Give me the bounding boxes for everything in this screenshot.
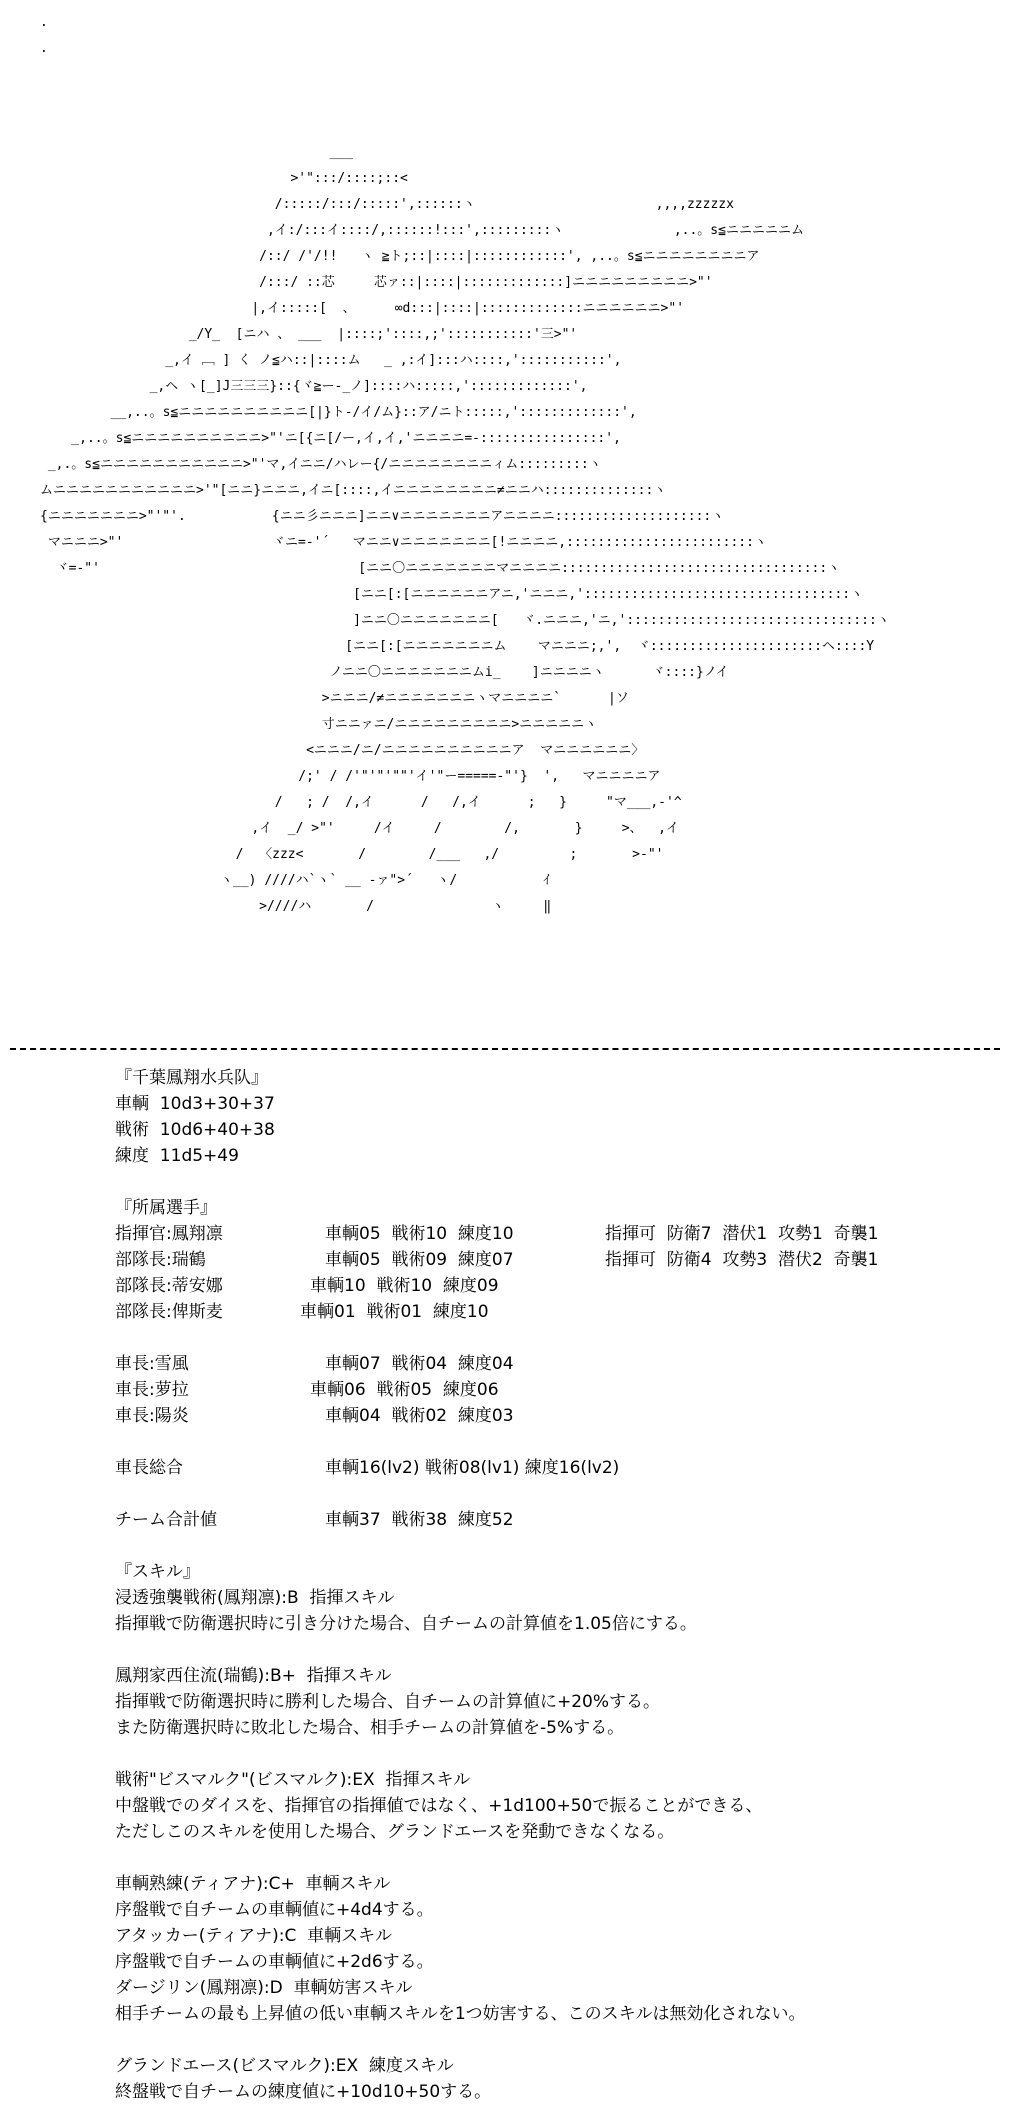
member-stats: 車輌05 戦術10 練度10 — [325, 1224, 514, 1244]
commander-role: 車長:陽炎 — [115, 1406, 189, 1426]
team-stat-training: 練度 11d5+49 — [115, 1146, 239, 1166]
commander-total-label: 車長総合 — [115, 1458, 183, 1478]
commander-total-stats: 車輌16(lv2) 戦術08(lv1) 練度16(lv2) — [325, 1458, 620, 1478]
commander-stats: 車輌04 戦術02 練度03 — [325, 1406, 514, 1426]
member-row — [115, 1299, 995, 1325]
member-extra: 指揮可 防衛4 攻勢3 潜伏2 奇襲1 — [605, 1250, 879, 1270]
member-role: 指揮官:鳳翔凛 — [115, 1224, 223, 1244]
skill-name: 車輌熟練(ティアナ):C+ 車輌スキル — [115, 1874, 391, 1894]
member-role: 部隊長:蒂安娜 — [115, 1276, 223, 1296]
skill-entry — [115, 1923, 995, 1975]
skill-name: ダージリン(鳳翔凛):D 車輌妨害スキル — [115, 1978, 413, 1998]
commander-role: 車長:萝拉 — [115, 1380, 189, 1400]
commanders-list — [115, 1351, 995, 1429]
skill-description: 中盤戦でのダイスを、指揮官の指揮値ではなく、+1d100+50で振ることができる、 — [115, 1796, 763, 1816]
member-role: 部隊長:俾斯麦 — [115, 1302, 223, 1322]
team-stat-tactics: 戦術 10d6+40+38 — [115, 1120, 275, 1140]
team-stat-vehicle: 車輌 10d3+30+37 — [115, 1094, 275, 1114]
skill-entry — [115, 1767, 995, 1845]
team-title: 『千葉鳳翔水兵队』 — [115, 1068, 268, 1088]
skill-description: 序盤戦で自チームの車輌値に+2d6する。 — [115, 1952, 434, 1972]
skill-name: 鳳翔家西住流(瑞鶴):B+ 指揮スキル — [115, 1666, 392, 1686]
team-total-row — [115, 1507, 995, 1533]
team-sheet — [115, 1065, 995, 2105]
skill-description: 相手チームの最も上昇値の低い車輌スキルを1つ妨害する、このスキルは無効化されない。 — [115, 2004, 806, 2024]
dashed-divider — [10, 1048, 1000, 1050]
commander-role: 車長:雪風 — [115, 1354, 189, 1374]
team-total-stats: 車輌37 戦術38 練度52 — [325, 1510, 514, 1530]
team-stats — [115, 1091, 995, 1169]
skill-description: 指揮戦で防衛選択時に引き分けた場合、自チームの計算値を1.05倍にする。 — [115, 1614, 697, 1634]
commander-total-row — [115, 1455, 995, 1481]
skill-description: ただしこのスキルを使用した場合、グランドエースを発動できなくなる。 — [115, 1822, 675, 1842]
skill-name: アタッカー(ティアナ):C 車輌スキル — [115, 1926, 392, 1946]
commander-row — [115, 1403, 995, 1429]
skill-entry — [115, 1975, 995, 2027]
commander-row — [115, 1377, 995, 1403]
skill-name: グランドエース(ビスマルク):EX 練度スキル — [115, 2056, 454, 2076]
member-row — [115, 1273, 995, 1299]
commander-stats: 車輌06 戦術05 練度06 — [310, 1380, 499, 1400]
members-list — [115, 1221, 995, 1325]
member-stats: 車輌01 戦術01 練度10 — [300, 1302, 489, 1322]
member-row — [115, 1221, 995, 1247]
member-stats: 車輌10 戦術10 練度09 — [310, 1276, 499, 1296]
skill-name: 戦術"ビスマルク"(ビスマルク):EX 指揮スキル — [115, 1770, 471, 1790]
ascii-art-illustration: . . ___ >'":::/::::;::< /:::::/:::/:::::',::::::ヽ ,,,,zzzzzx ,イ:/:::イ::::/,::::::!:::',:::::::::ヽ ,..。s≦ニニニニニム /::/ /'/!! ヽ ≧ト;::|::::|::::::::::::', ,..。s≦ニニニニニニニニア /:::/ ::芯 芯ァ::|::::|:::::::::::::]ニニニニニニニニニ>"' |,イ:::::[ 、 ∞d:::|::::|:::::::::::::ニニニニニニ>"' _/Y_ [ニハ 、 ___ |::::;'::::,;':::::::::::'三>"' _,イ ﹇ ] く ノ≦ハ::|::::ム _ ,:イ]:::ハ::::,':::::::::::', _,ヘ ヽ[_]J三三三}::{ヾ≧ー-_ノ]::::ハ:::::,':::::::::::::', __,..。s≦ニニニニニニニニニニ[|}ト-/イ/ム}::ア/ニト:::::,':::::::::::::', _,..。s≦ニニニニニニニニニニ>"'ニ[{ニ[/ー,イ,イ,'ニニニニ=-::::::::::::::::', _,.。s≦ニニニニニニニニニニニ>"'マ,イニニ/ハレー{/ニニニニニニニニィム:::::::::ヽ ムニニニニニニニニニニニ>'"[ニニ}ニニニ,イニ[::::,イニニニニニニニニ≠ニニハ::::::::::::::ヽ {ニニニニニニニ>"'"'. {ニニ彡ニニニ]ニニ∨ニニニニニニニアニニニニ::::::::::::::::::::ヽ マニニニ>"' ヾニ=-'´ マニニ∨ニニニニニニニ[!ニニニニ,::::::::::::::::::::::::ヽ ヾ=-"' [ニニ〇ニニニニニニニマニニニニ::::::::::::::::::::::::::::::::::ヽ [ニニ[:[ニニニニニニアニ,'ニニニ,'::::::::::::::::::::::::::::::::::ヽ ]ニニ〇ニニニニニニニ[ ヾ.ニニニ,'ニ,'::::::::::::::::::::::::::::::::ヽ [ニニ[:[ニニニニニニニム マニニニ;,', ヾ::::::::::::::::::::::ヘ::::Y ノニニ〇ニニニニニニニムi_ ]ニニニニヽ ヾ::::}ノイ >ニニニ/≠ニニニニニニニヽマニニニニ` |ソ 寸ニニァニ/ニニニニニニニニニ>ニニニニニヽ <ニニニ/ニ/ニニニニニニニニニニア マニニニニニニ〉 /;' / /'"'"'""'イ'"ー=====-"'} ', マニニニニア / ; / /,イ / /,イ ; } "マ___,-'^ ,イ _/ >"' /イ / /, } >、 ,イ / 〈zzz< / /___ ,/ ; >-"' ヽ__) ////ハ`ヽ` __ -ァ">´ ヽ/ ｲ >////ハ / ヽ ‖ — [40, 15, 890, 914]
team-total-label: チーム合計値 — [115, 1510, 217, 1530]
skill-entry — [115, 1663, 995, 1741]
skill-description: また防衛選択時に敗北した場合、相手チームの計算値を-5%する。 — [115, 1718, 625, 1738]
member-stats: 車輌05 戦術09 練度07 — [325, 1250, 514, 1270]
skill-entry — [115, 2053, 995, 2105]
skill-entry — [115, 1871, 995, 1923]
skill-entry — [115, 1585, 995, 1637]
member-extra: 指揮可 防衛7 潜伏1 攻勢1 奇襲1 — [605, 1224, 879, 1244]
skills-list — [115, 1585, 995, 2105]
members-header: 『所属選手』 — [115, 1198, 217, 1218]
skill-description: 終盤戦で自チームの練度値に+10d10+50する。 — [115, 2082, 492, 2102]
commander-row — [115, 1351, 995, 1377]
skill-name: 浸透強襲戦術(鳳翔凛):B 指揮スキル — [115, 1588, 395, 1608]
skill-description: 序盤戦で自チームの車輌値に+4d4する。 — [115, 1900, 434, 1920]
skills-header: 『スキル』 — [115, 1562, 200, 1582]
member-row — [115, 1247, 995, 1273]
member-role: 部隊長:瑞鶴 — [115, 1250, 206, 1270]
skill-description: 指揮戦で防衛選択時に勝利した場合、自チームの計算値に+20%する。 — [115, 1692, 661, 1712]
commander-stats: 車輌07 戦術04 練度04 — [325, 1354, 514, 1374]
